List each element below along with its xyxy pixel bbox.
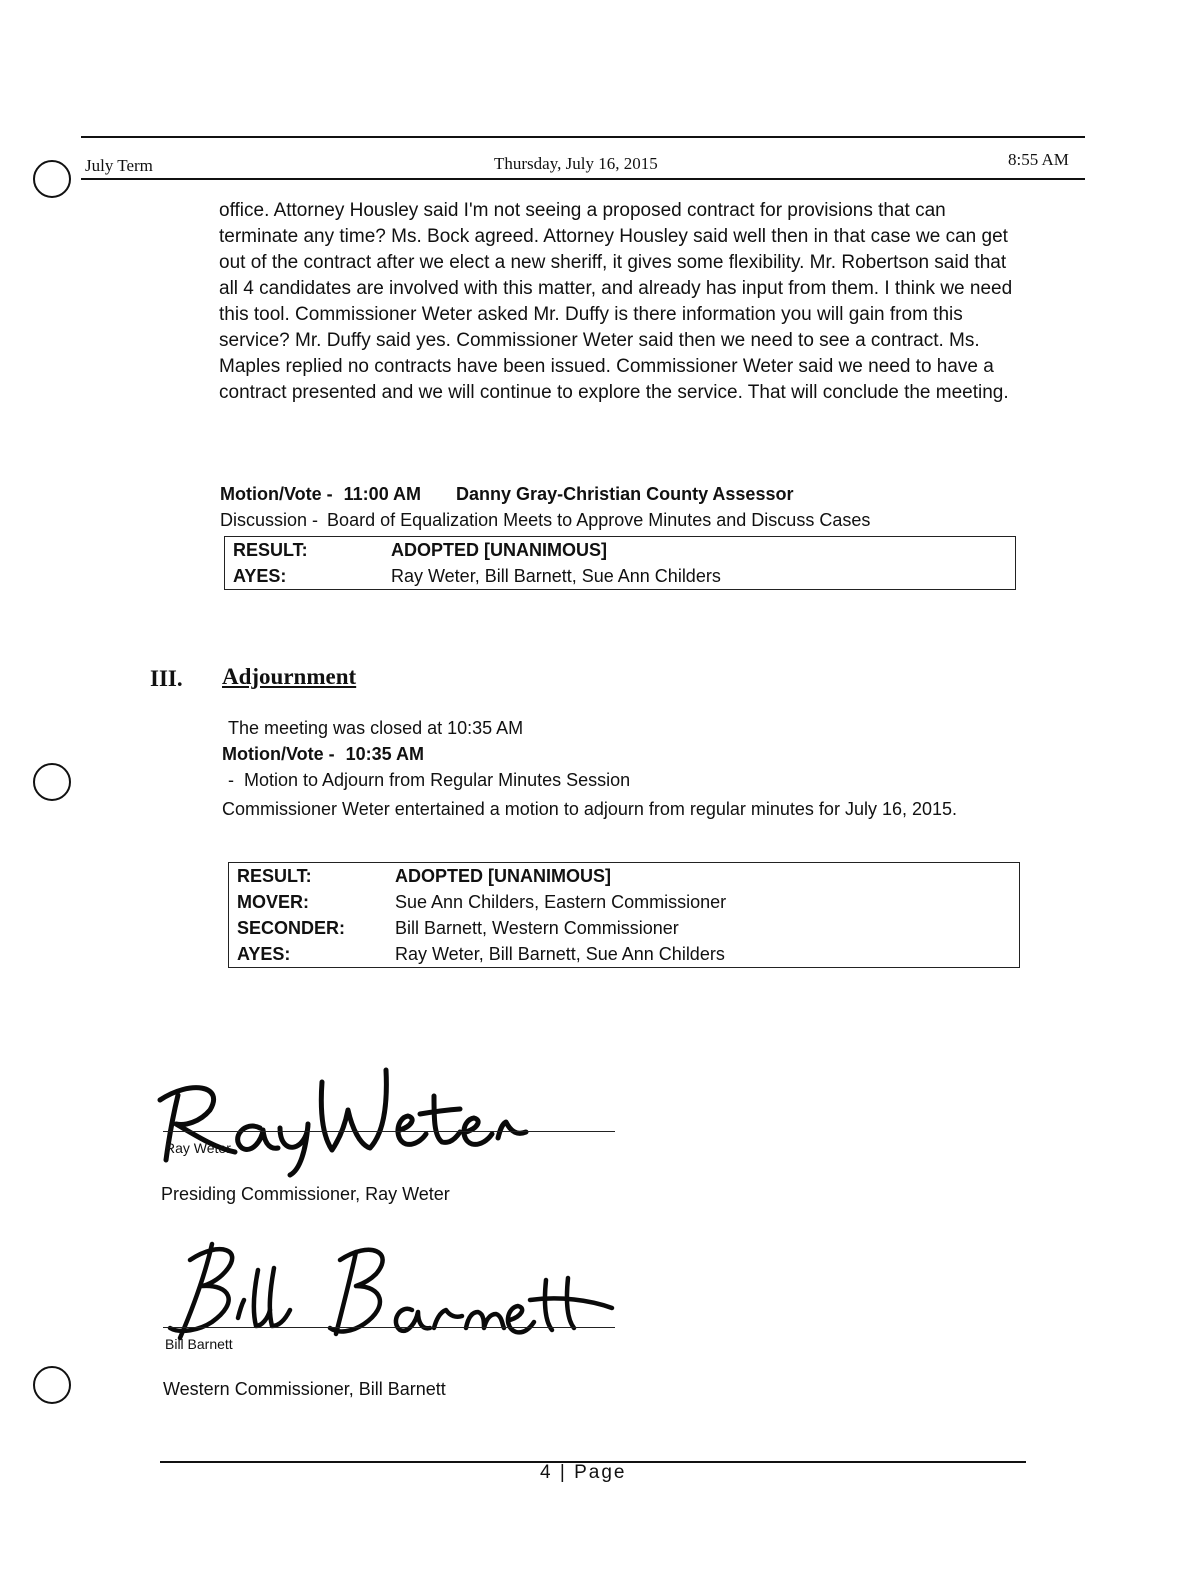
motion1-discussion-text: Board of Equalization Meets to Approve Minutes and Discuss Cases bbox=[327, 510, 871, 530]
punch-hole-middle bbox=[33, 763, 71, 801]
motion2-time: 10:35 AM bbox=[345, 744, 425, 764]
page-label: Page bbox=[574, 1462, 627, 1483]
table-row bbox=[225, 563, 1016, 590]
signature-line-bill-barnett bbox=[163, 1327, 615, 1328]
punch-hole-bottom bbox=[33, 1366, 71, 1404]
motion1-heading bbox=[220, 484, 793, 505]
table-row bbox=[229, 863, 1020, 890]
header-bottom-rule bbox=[81, 178, 1085, 180]
vote-label: AYES: bbox=[233, 566, 287, 586]
table-row bbox=[229, 941, 1020, 968]
motion1-title: Danny Gray-Christian County Assessor bbox=[456, 484, 794, 504]
bill-barnett-signature bbox=[150, 1230, 620, 1350]
vote-label: AYES: bbox=[237, 944, 291, 964]
vote-label: RESULT: bbox=[237, 866, 312, 886]
motion2-text: Commissioner Weter entertained a motion to adjourn from regular minutes for July 16, 2015. bbox=[222, 799, 958, 819]
vote-value: Ray Weter, Bill Barnett, Sue Ann Childers bbox=[391, 566, 721, 586]
table-row bbox=[229, 915, 1020, 941]
signature-title-bill-barnett: Western Commissioner, Bill Barnett bbox=[163, 1379, 446, 1399]
motion1-discussion bbox=[220, 510, 870, 531]
vote-value: Sue Ann Childers, Eastern Commissioner bbox=[395, 892, 727, 912]
signature-line-ray-weter bbox=[163, 1131, 615, 1132]
vote-value: Bill Barnett, Western Commissioner bbox=[395, 918, 679, 938]
header-top-rule bbox=[81, 136, 1085, 138]
motion1-vote-table bbox=[224, 536, 1016, 590]
motion1-discussion-label: Discussion - bbox=[220, 510, 319, 530]
punch-hole-top bbox=[33, 160, 71, 198]
header-time: 8:55 AM bbox=[1008, 150, 1069, 169]
page-separator: | bbox=[559, 1462, 567, 1483]
motion2-item: - Motion to Adjourn from Regular Minutes Session bbox=[228, 770, 631, 790]
header-term: July Term bbox=[85, 156, 153, 175]
section-title: Adjournment bbox=[222, 664, 357, 689]
vote-value: ADOPTED [UNANIMOUS] bbox=[391, 540, 607, 560]
section-numeral: III. bbox=[150, 666, 183, 691]
vote-label: SECONDER: bbox=[237, 918, 346, 938]
ray-weter-signature bbox=[150, 1040, 620, 1180]
vote-value: Ray Weter, Bill Barnett, Sue Ann Childers bbox=[395, 944, 725, 964]
vote-value: ADOPTED [UNANIMOUS] bbox=[395, 866, 611, 886]
signature-name-ray-weter: Ray Weter bbox=[165, 1140, 231, 1156]
body-paragraph: office. Attorney Housley said I'm not seeing a proposed contract for provisions that can terminate any time? Ms. Bock agreed. Attorney Housley said well then in that case we can get out of the contract after we elect a new sheriff, it gives some flexibility. Mr. Robertson said that all 4 candidates are involved with this matter, and already has input from them. I think we need this tool. Commissioner Weter asked Mr. Duffy is there information you will gain from this service? Mr. Duffy said yes. Commissioner Weter said then we need to see a contract. Ms. Maples replied no contracts have been issued. Commissioner Weter said we need to have a contract presented and we will continue to explore the service. That will conclude the meeting. bbox=[219, 200, 1013, 403]
table-row bbox=[225, 537, 1016, 564]
vote-label: MOVER: bbox=[237, 892, 309, 912]
signature-name-bill-barnett: Bill Barnett bbox=[165, 1336, 233, 1352]
meeting-closed-text: The meeting was closed at 10:35 AM bbox=[228, 718, 524, 738]
footer-page-number bbox=[540, 1462, 626, 1484]
signature-title-ray-weter: Presiding Commissioner, Ray Weter bbox=[161, 1184, 450, 1204]
motion1-time: 11:00 AM bbox=[343, 484, 422, 504]
motion2-heading bbox=[222, 744, 424, 765]
page-number: 4 bbox=[540, 1462, 553, 1483]
vote-label: RESULT: bbox=[233, 540, 308, 560]
motion1-label: Motion/Vote - bbox=[220, 484, 333, 504]
header-date: Thursday, July 16, 2015 bbox=[494, 154, 658, 173]
motion2-label: Motion/Vote - bbox=[222, 744, 335, 764]
table-row bbox=[229, 889, 1020, 915]
motion2-vote-table bbox=[228, 862, 1020, 968]
